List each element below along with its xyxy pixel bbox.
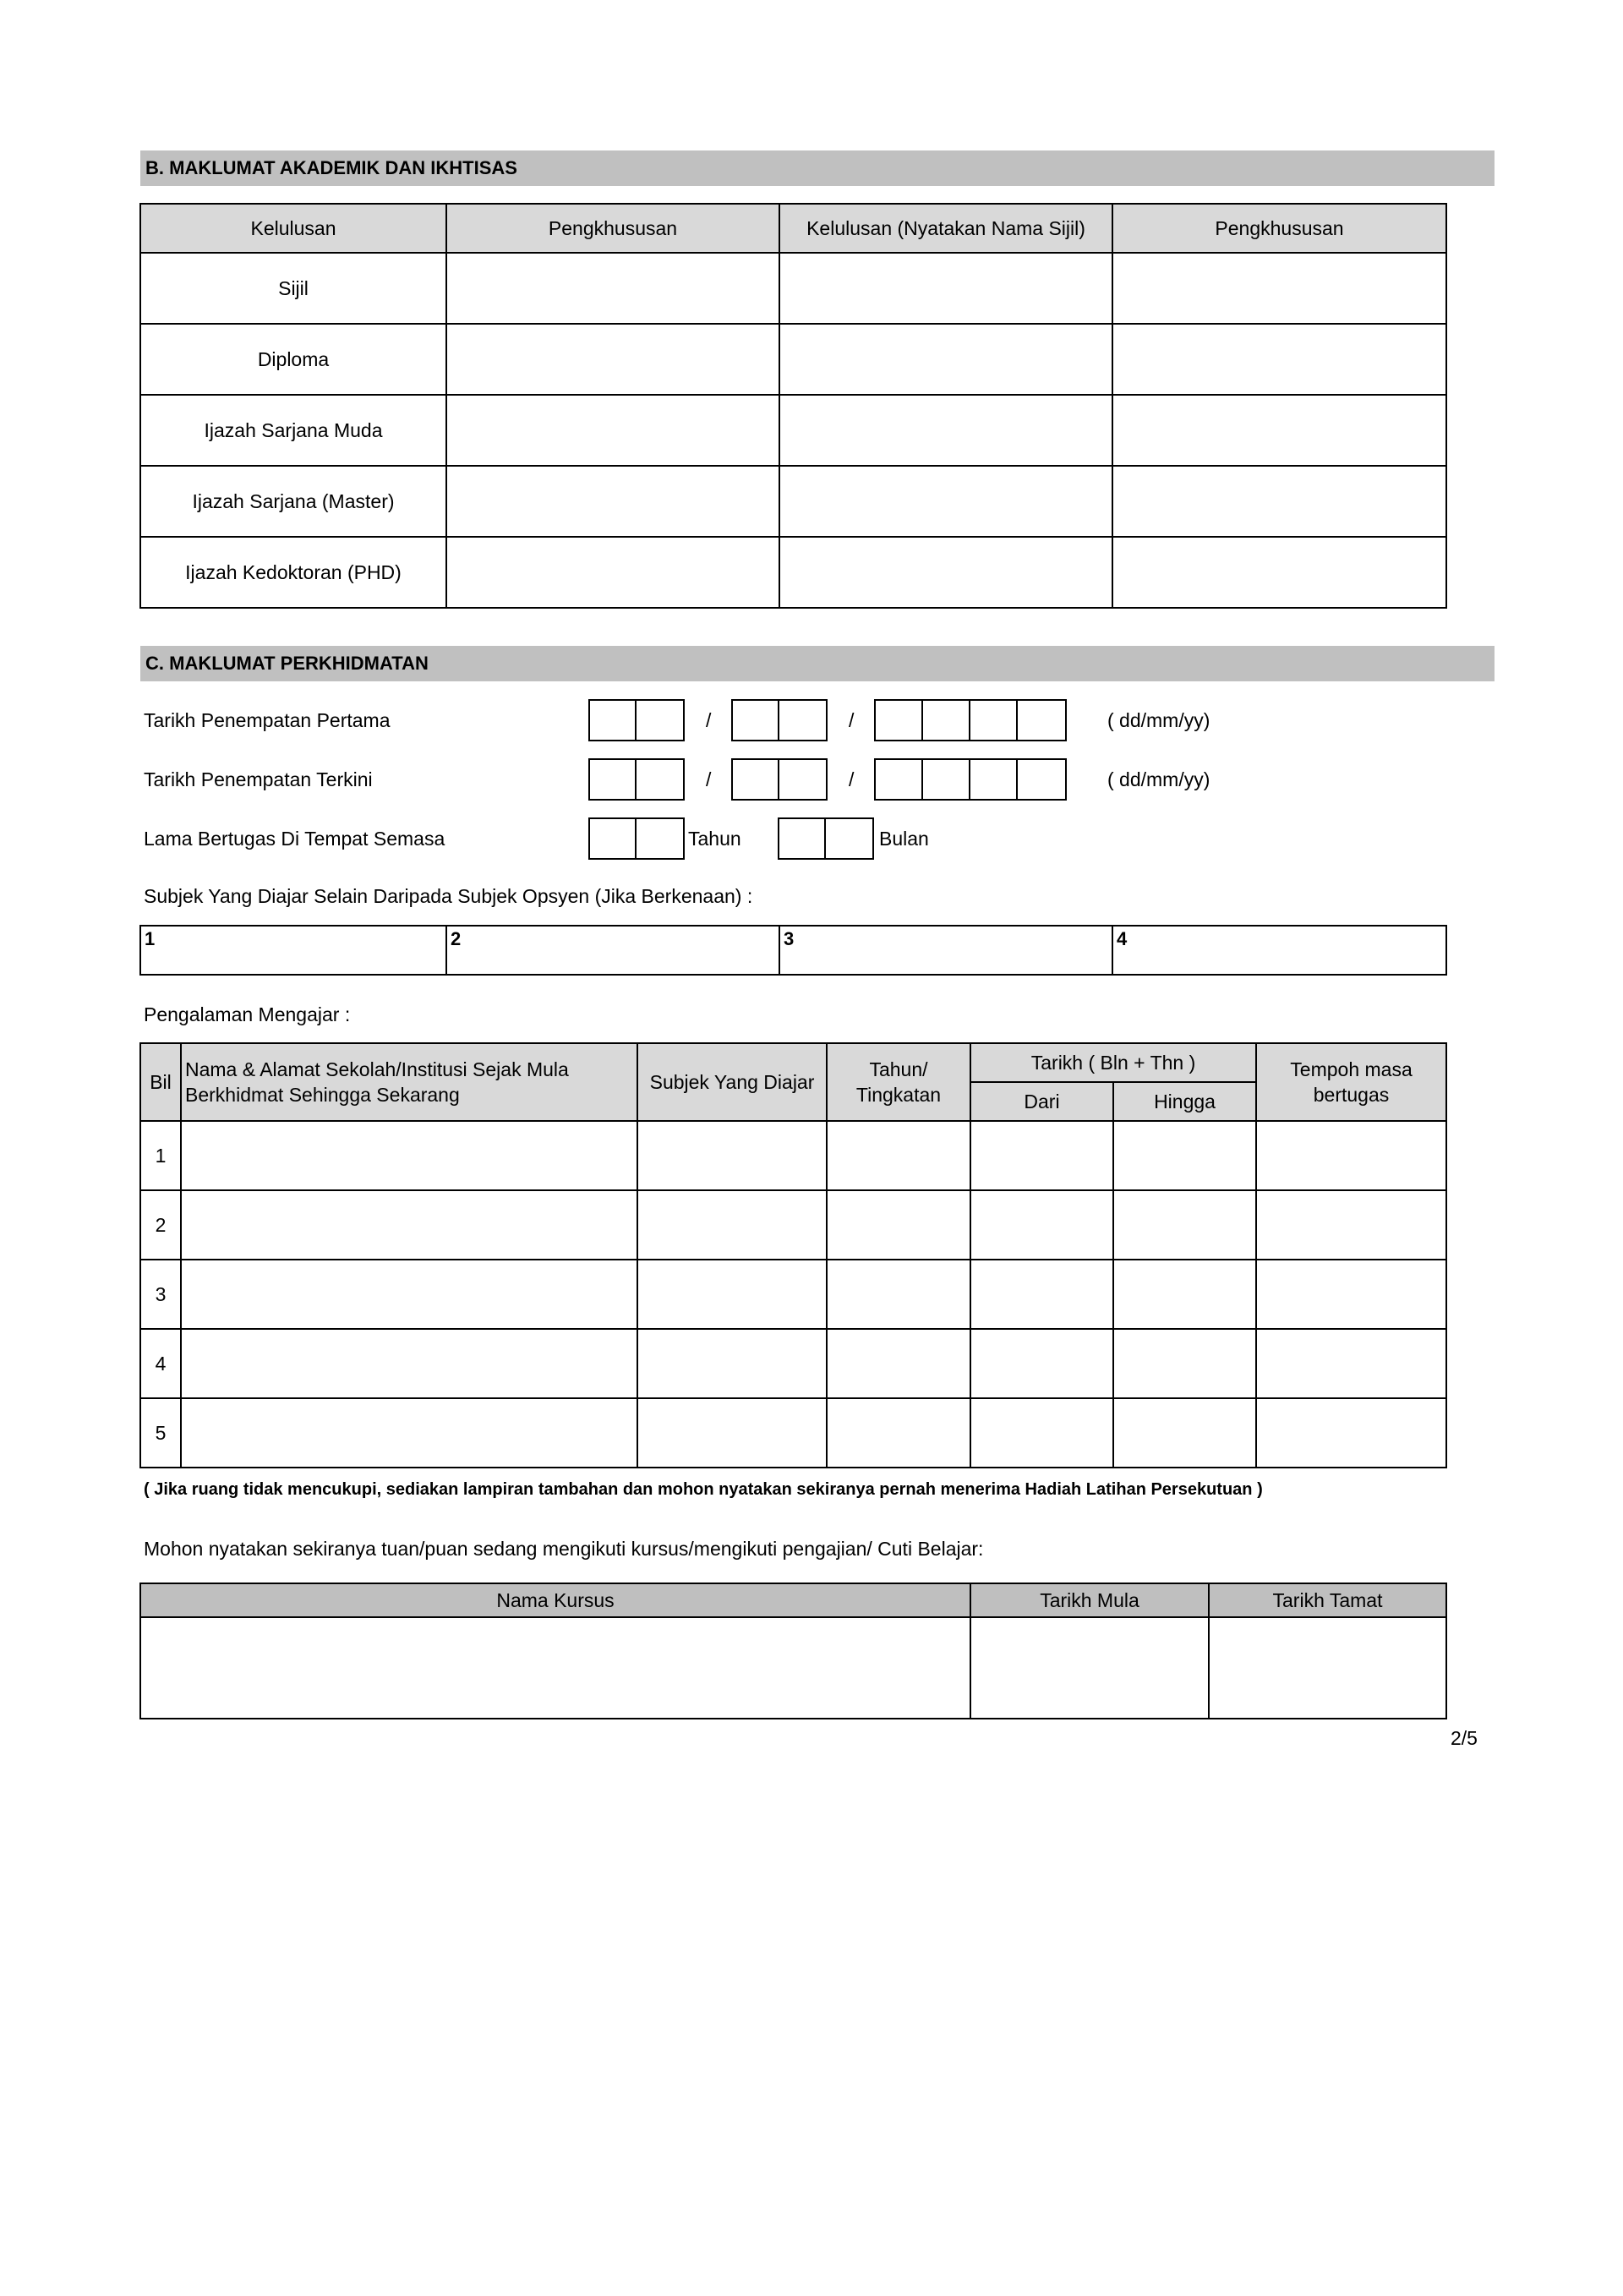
input-cell[interactable] [827,1398,970,1468]
input-cell[interactable] [1113,1398,1256,1468]
table-row [140,395,1446,466]
bulan-boxes[interactable] [778,817,874,860]
subjek-table [139,925,1447,976]
header-bil: Bil [140,1043,181,1121]
input-cell[interactable] [181,1121,637,1190]
subjek-cell-1[interactable]: 1 [140,926,446,975]
table-row [140,324,1446,395]
academic-table [139,203,1447,609]
input-cell[interactable] [1113,1121,1256,1190]
header-nama-alamat: Nama & Alamat Sekolah/Institusi Sejak Mula Berkhidmat Sehingga Sekarang [181,1043,637,1121]
table-row [140,466,1446,537]
input-cell[interactable] [446,537,779,608]
subjek-label: Subjek Yang Diajar Selain Daripada Subjek Opsyen (Jika Berkenaan) : [144,885,753,907]
input-cell[interactable] [1113,1190,1256,1260]
header-kelulusan: Kelulusan [140,204,446,253]
input-cell[interactable] [1256,1398,1446,1468]
kursus-table [139,1583,1447,1719]
input-cell[interactable] [1256,1260,1446,1329]
table-row [140,1329,1446,1398]
tarikh-terkini-label: Tarikh Penempatan Terkini [144,768,373,790]
input-cell[interactable] [637,1260,827,1329]
row-number: 1 [140,1121,181,1190]
tarikh-pertama-label: Tarikh Penempatan Pertama [144,709,391,731]
header-subjek: Subjek Yang Diajar [637,1043,827,1121]
row-number: 3 [140,1260,181,1329]
input-cell[interactable] [1113,1329,1256,1398]
header-kelulusan-nama-sijil: Kelulusan (Nyatakan Nama Sijil) [779,204,1112,253]
input-cell[interactable] [446,324,779,395]
section-b-title: B. MAKLUMAT AKADEMIK DAN IKHTISAS [140,150,1495,186]
lama-bertugas-label: Lama Bertugas Di Tempat Semasa [144,828,445,850]
subjek-cell-2[interactable]: 2 [446,926,779,975]
input-cell[interactable] [1112,395,1446,466]
input-cell[interactable] [827,1190,970,1260]
row-number: 2 [140,1190,181,1260]
input-cell[interactable] [970,1329,1113,1398]
tarikh-terkini-day-boxes[interactable] [588,758,685,801]
input-cell[interactable] [970,1121,1113,1190]
tarikh-pertama-day-boxes[interactable] [588,699,685,741]
input-cell[interactable] [970,1260,1113,1329]
tarikh-terkini-month-boxes[interactable] [731,758,828,801]
input-cell[interactable] [637,1190,827,1260]
input-cell[interactable] [779,537,1112,608]
input-cell[interactable] [1113,1260,1256,1329]
input-cell[interactable] [779,466,1112,537]
input-cell[interactable] [827,1121,970,1190]
input-cell[interactable] [1256,1190,1446,1260]
input-cell[interactable] [970,1398,1113,1468]
subjek-cell-4[interactable]: 4 [1112,926,1446,975]
date-format-hint: ( dd/mm/yy) [1107,768,1210,790]
page-number: 2/5 [1451,1727,1478,1749]
input-cell[interactable] [446,395,779,466]
header-pengkhususan: Pengkhususan [446,204,779,253]
tarikh-pertama-month-boxes[interactable] [731,699,828,741]
input-cell[interactable] [970,1190,1113,1260]
input-cell[interactable] [779,253,1112,324]
date-separator: / [849,709,855,731]
table-row [140,537,1446,608]
input-cell[interactable] [446,253,779,324]
table-row [140,1121,1446,1190]
header-tarikh-tamat: Tarikh Tamat [1209,1583,1446,1617]
bulan-label: Bulan [879,828,929,850]
header-pengkhususan-2: Pengkhususan [1112,204,1446,253]
subjek-cell-3[interactable]: 3 [779,926,1112,975]
input-cell[interactable] [446,466,779,537]
section-c-title: C. MAKLUMAT PERKHIDMATAN [140,646,1495,681]
note-text: ( Jika ruang tidak mencukupi, sediakan lampiran tambahan dan mohon nyatakan sekiranya pernah menerima Hadiah Latihan Persekutuan ) [144,1480,1263,1499]
table-row [140,1617,1446,1719]
row-number: 5 [140,1398,181,1468]
input-cell[interactable] [637,1121,827,1190]
input-cell[interactable] [140,1617,970,1719]
input-cell[interactable] [827,1329,970,1398]
header-dari: Dari [970,1082,1113,1121]
date-separator: / [706,709,712,731]
experience-table [139,1042,1447,1468]
input-cell[interactable] [1112,324,1446,395]
input-cell[interactable] [181,1260,637,1329]
table-row [140,1190,1446,1260]
input-cell[interactable] [970,1617,1209,1719]
pengalaman-label: Pengalaman Mengajar : [144,1003,351,1025]
input-cell[interactable] [1256,1121,1446,1190]
header-nama-kursus: Nama Kursus [140,1583,970,1617]
kursus-label: Mohon nyatakan sekiranya tuan/puan sedang mengikuti kursus/mengikuti pengajian/ Cuti Belajar: [144,1538,984,1560]
header-tempoh: Tempoh masa bertugas [1256,1043,1446,1121]
row-label-phd: Ijazah Kedoktoran (PHD) [140,537,446,608]
header-hingga: Hingga [1113,1082,1256,1121]
input-cell[interactable] [181,1398,637,1468]
tahun-label: Tahun [688,828,741,850]
row-number: 4 [140,1329,181,1398]
input-cell[interactable] [779,324,1112,395]
date-separator: / [849,768,855,790]
date-separator: / [706,768,712,790]
date-format-hint: ( dd/mm/yy) [1107,709,1210,731]
input-cell[interactable] [637,1329,827,1398]
input-cell[interactable] [637,1398,827,1468]
table-row [140,1260,1446,1329]
row-label-sijil: Sijil [140,253,446,324]
input-cell[interactable] [1256,1329,1446,1398]
input-cell[interactable] [181,1329,637,1398]
input-cell[interactable] [181,1190,637,1260]
input-cell[interactable] [1112,253,1446,324]
row-label-diploma: Diploma [140,324,446,395]
header-tarikh: Tarikh ( Bln + Thn ) [970,1043,1256,1082]
header-tarikh-mula: Tarikh Mula [970,1583,1209,1617]
input-cell[interactable] [1209,1617,1446,1719]
input-cell[interactable] [779,395,1112,466]
input-cell[interactable] [1112,466,1446,537]
row-label-sarjana-master: Ijazah Sarjana (Master) [140,466,446,537]
row-label-sarjana-muda: Ijazah Sarjana Muda [140,395,446,466]
input-cell[interactable] [1112,537,1446,608]
table-row [140,1398,1446,1468]
header-tahun-tingkatan: Tahun/ Tingkatan [827,1043,970,1121]
input-cell[interactable] [827,1260,970,1329]
table-row [140,253,1446,324]
tarikh-terkini-year-boxes[interactable] [874,758,1067,801]
tahun-boxes[interactable] [588,817,685,860]
tarikh-pertama-year-boxes[interactable] [874,699,1067,741]
